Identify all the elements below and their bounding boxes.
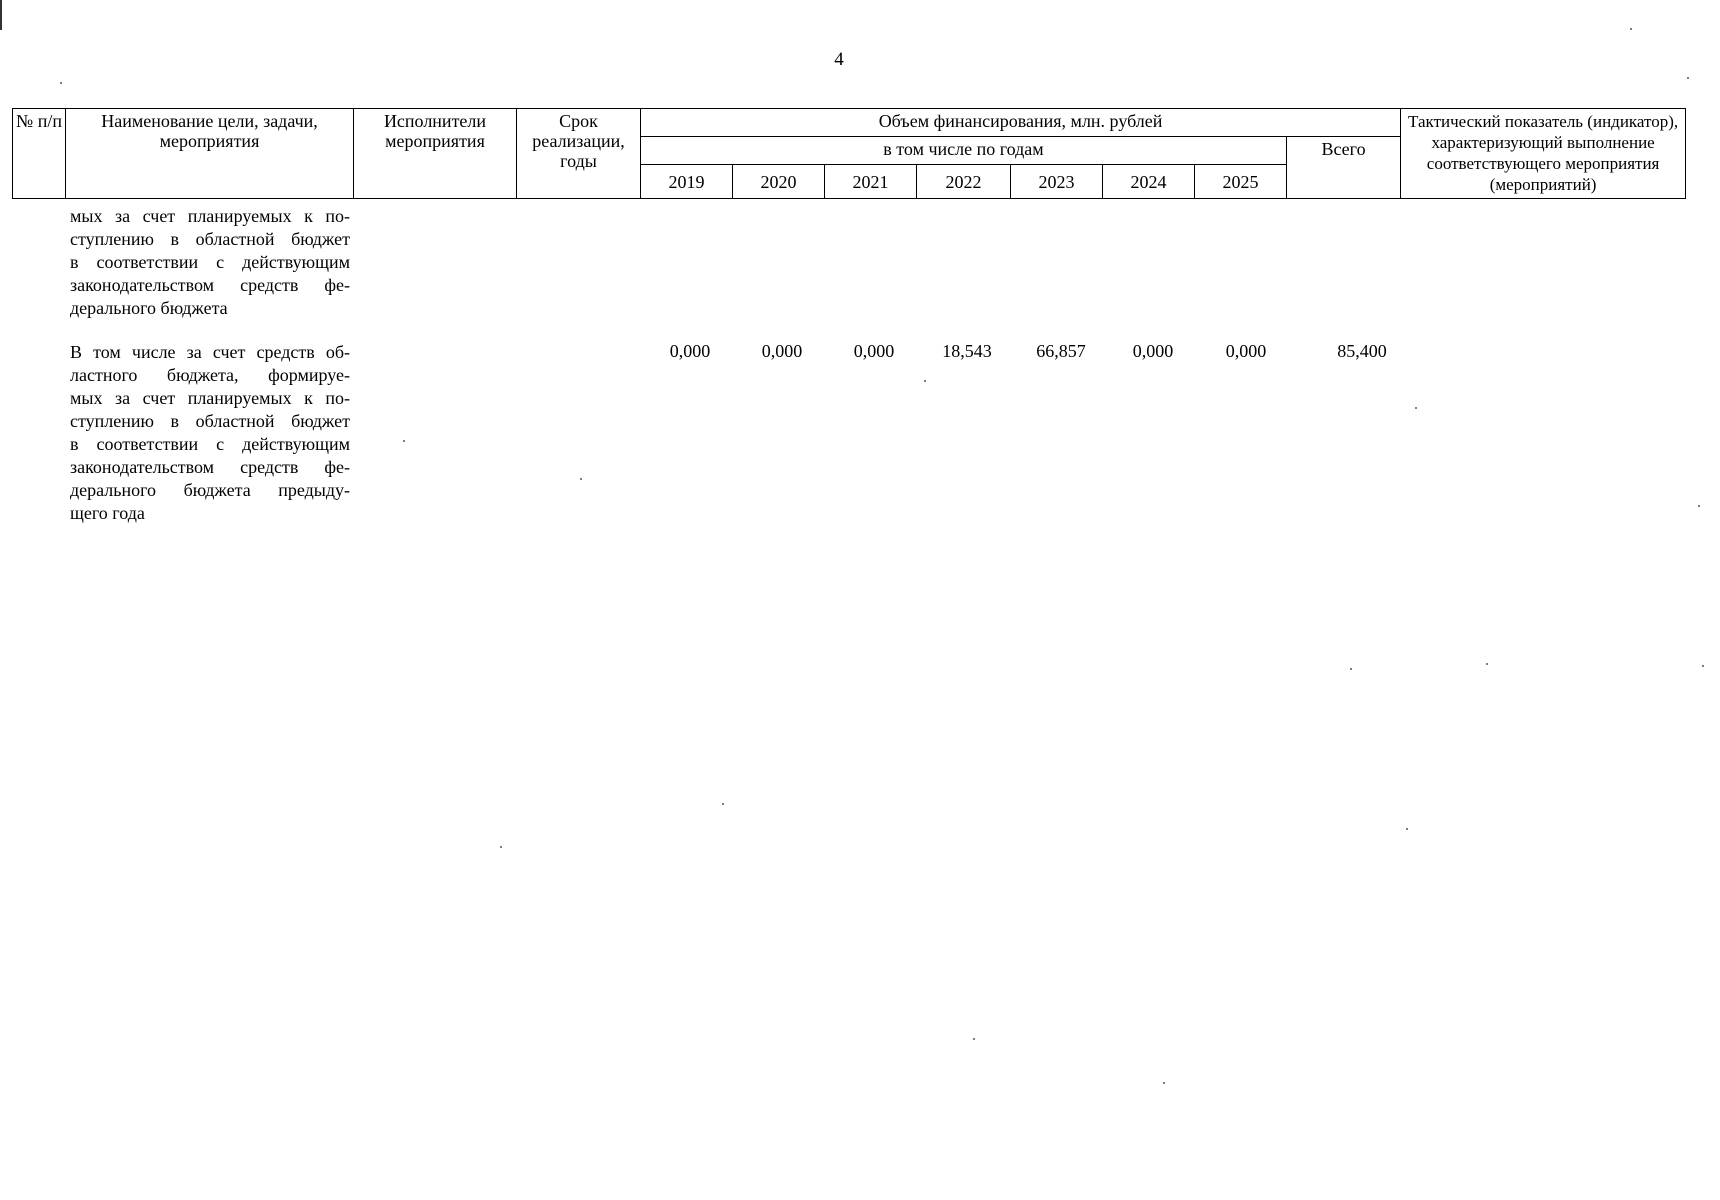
header-year-2022: 2022 (917, 165, 1011, 199)
row2-description (70, 341, 350, 525)
scan-speck (1350, 668, 1352, 670)
scan-speck (1687, 77, 1689, 79)
page-number: 4 (834, 49, 844, 70)
header-year-2024: 2024 (1103, 165, 1195, 199)
header-year-2020: 2020 (733, 165, 825, 199)
header-financing: Объем финансирования, млн. рублей (641, 109, 1401, 137)
row1-line: ступлению в областной бюджет (70, 229, 350, 249)
row2-line: мых за счет планируемых к по- (70, 388, 350, 408)
header-year-2021: 2021 (825, 165, 917, 199)
scan-speck (1415, 407, 1417, 409)
scan-speck (924, 380, 926, 382)
value-2023: 66,857 (1036, 341, 1086, 361)
value-2025: 0,000 (1225, 341, 1267, 361)
value-2021: 0,000 (853, 341, 895, 361)
header-by-years: в том числе по годам (641, 137, 1287, 165)
header-year-2025: 2025 (1195, 165, 1287, 199)
row2-line: В том числе за счет средств об- (70, 342, 350, 362)
scan-edge-mark (0, 0, 2, 30)
scan-speck (1163, 1082, 1165, 1084)
scan-speck (580, 478, 582, 480)
row1-description (70, 205, 350, 320)
row2-line: ступлению в областной бюджет (70, 411, 350, 431)
row2-line: в соответствии с действующим (70, 434, 350, 454)
header-term: Срок реализации, годы (517, 109, 641, 199)
header-year-2023: 2023 (1011, 165, 1103, 199)
value-2022: 18,543 (942, 341, 992, 361)
row2-line: ластного бюджета, формируе- (70, 365, 350, 385)
row1-line: законодательством средств фе- (70, 275, 350, 295)
scan-speck (1630, 28, 1632, 30)
scan-speck (1698, 505, 1700, 507)
scan-speck (1486, 663, 1488, 665)
scan-speck (500, 846, 502, 848)
header-indicator: Тактический показатель (индикатор), характеризующий выполнение соответствующего мероприятия (мероприятий) (1401, 109, 1686, 199)
scan-speck (1702, 665, 1704, 667)
row2-line: дерального бюджета предыду- (70, 480, 350, 500)
header-name: Наименование цели, задачи, мероприятия (66, 109, 354, 199)
row1-line: мых за счет планируемых к по- (70, 206, 350, 226)
scan-speck (973, 1038, 975, 1040)
value-2019: 0,000 (669, 341, 711, 361)
row1-line: дерального бюджета (70, 298, 228, 318)
row2-values (0, 341, 1720, 367)
financing-table-header (12, 108, 1686, 199)
header-year-2019: 2019 (641, 165, 733, 199)
scan-speck (403, 440, 405, 442)
header-executors: Исполнители мероприятия (354, 109, 517, 199)
value-2020: 0,000 (761, 341, 803, 361)
header-num: № п/п (13, 109, 66, 199)
row2-line: щего года (70, 503, 145, 523)
row2-line: законодательством средств фе- (70, 457, 350, 477)
row1-line: в соответствии с действующим (70, 252, 350, 272)
header-total: Всего (1287, 137, 1401, 199)
scan-speck (60, 82, 62, 84)
scan-speck (1406, 828, 1408, 830)
value-2024: 0,000 (1132, 341, 1174, 361)
value-total: 85,400 (1337, 341, 1387, 361)
scan-speck (722, 803, 724, 805)
